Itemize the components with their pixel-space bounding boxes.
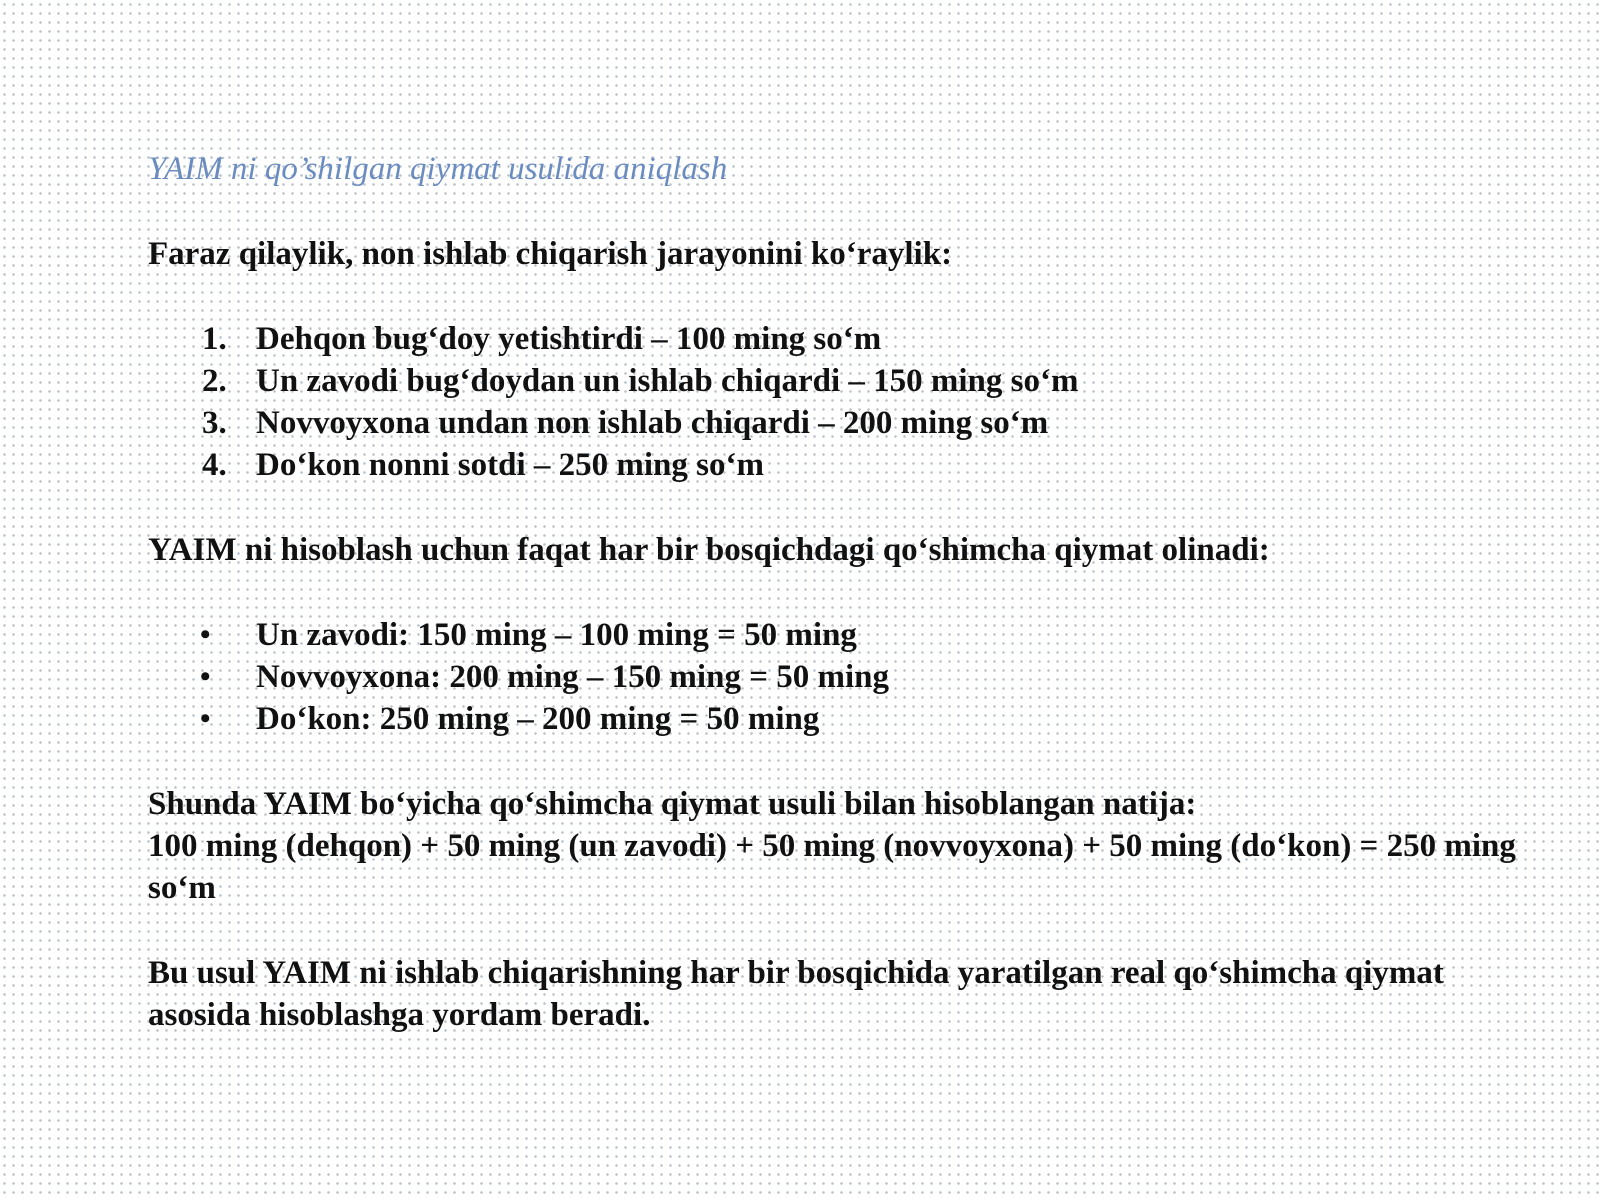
spacer [148,740,1528,783]
result-intro-paragraph: Shunda YAIM bo‘yicha qo‘shimcha qiymat usuli bilan hisoblangan natija: [148,786,1197,822]
list-item [148,444,1528,486]
list-item-text: Do‘kon: 250 ming – 200 ming = 50 ming [256,701,820,737]
list-item [148,656,1528,698]
document-title: YAIM ni qo’shilgan qiymat usulida aniqlash [148,151,728,187]
list-item [148,402,1528,444]
list-item [148,698,1528,740]
calculations-list [148,614,1528,740]
spacer [148,909,1528,952]
bullet-icon: • [200,660,211,693]
spacer [148,571,1528,614]
list-number: 1. [202,321,227,357]
conclusion-paragraph: Bu usul YAIM ni ishlab chiqarishning har bir bosqichida yaratilgan real qo‘shimcha qiymat asosida hisoblashga yordam beradi. [148,955,1444,1033]
list-item-text: Un zavodi: 150 ming – 100 ming = 50 ming [256,617,857,653]
bullet-icon: • [200,618,211,651]
list-item [148,614,1528,656]
list-item-text: Novvoyxona undan non ishlab chiqardi – 200 ming so‘m [256,405,1049,441]
spacer [148,275,1528,318]
list-item [148,318,1528,360]
calculation-intro-paragraph: YAIM ni hisoblash uchun faqat har bir bosqichdagi qo‘shimcha qiymat olinadi: [148,532,1270,568]
result-formula: 100 ming (dehqon) + 50 ming (un zavodi) + 50 ming (novvoyxona) + 50 ming (do‘kon) = 250 ming so‘m [148,828,1516,906]
list-item-text: Novvoyxona: 200 ming – 150 ming = 50 ming [256,659,890,695]
list-item [148,360,1528,402]
list-item-text: Dehqon bug‘doy yetishtirdi – 100 ming so‘m [256,321,882,357]
bullet-icon: • [200,702,211,735]
list-number: 3. [202,405,227,441]
list-item-text: Un zavodi bug‘doydan un ishlab chiqardi – 150 ming so‘m [256,363,1079,399]
steps-list [148,318,1528,486]
spacer [148,486,1528,529]
document-content [148,148,1528,1036]
intro-paragraph: Faraz qilaylik, non ishlab chiqarish jarayonini ko‘raylik: [148,236,953,272]
list-number: 4. [202,447,227,483]
list-number: 2. [202,363,227,399]
list-item-text: Do‘kon nonni sotdi – 250 ming so‘m [256,447,764,483]
